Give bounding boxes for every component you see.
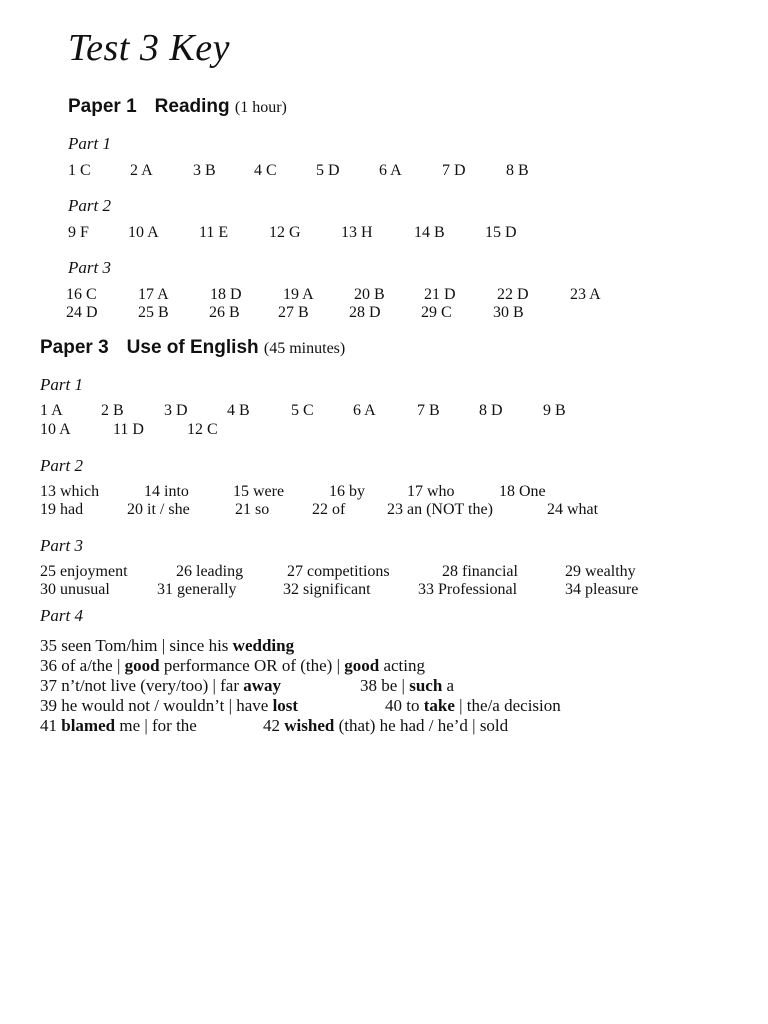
answer: 8 B [506, 162, 529, 179]
answer: 2 A [130, 162, 153, 179]
answer: 27 competitions [287, 563, 390, 580]
paper3-name: Paper 3 [40, 337, 109, 358]
answer: 9 F [68, 224, 89, 241]
paper3-part2-label: Part 2 [40, 456, 83, 475]
answer-37: 37 n’t/not live (very/too) | far away [40, 676, 282, 695]
answer: 20 B [354, 286, 385, 303]
answer: 16 by [329, 483, 365, 500]
answer: 14 into [144, 483, 189, 500]
paper3-section: Use of English [126, 337, 259, 358]
paper3-part2-answers-row2 [40, 501, 660, 521]
answer: 3 B [193, 162, 216, 179]
answer: 19 had [40, 501, 84, 518]
answer: 11 E [199, 224, 229, 241]
answer: 17 A [138, 286, 169, 303]
answer: 28 financial [442, 563, 518, 580]
answer: 33 Professional [418, 581, 518, 598]
answer: 11 D [113, 421, 144, 438]
paper1-duration: (1 hour) [234, 99, 287, 116]
answer: 12 C [187, 421, 218, 438]
paper3-part1-answers-row2 [40, 421, 660, 441]
answer-40: 40 to take | the/a decision [385, 696, 561, 715]
answer-35: 35 seen Tom/him | since his wedding [40, 636, 295, 655]
answer: 16 C [66, 286, 97, 303]
answer: 28 D [349, 304, 381, 321]
answer: 7 D [442, 162, 466, 179]
answer: 26 leading [176, 563, 244, 580]
answer: 5 D [316, 162, 340, 179]
answer: 15 D [485, 224, 517, 241]
answer: 18 D [210, 286, 242, 303]
answer: 23 an (NOT the) [387, 501, 493, 518]
answer: 13 H [341, 224, 373, 241]
answer: 12 G [269, 224, 301, 241]
answer: 1 C [68, 162, 91, 179]
answer-38: 38 be | such a [360, 676, 455, 695]
answer: 19 A [283, 286, 314, 303]
answer: 8 D [479, 402, 503, 419]
answer: 5 C [291, 402, 314, 419]
answer: 29 C [421, 304, 452, 321]
answer: 30 unusual [40, 581, 110, 598]
answer: 1 A [40, 402, 63, 419]
paper3-part3-label: Part 3 [40, 536, 83, 555]
paper1-part2-label: Part 2 [68, 196, 111, 215]
answer: 6 A [353, 402, 376, 419]
answer: 4 C [254, 162, 277, 179]
paper3-part1-answers-row1 [40, 402, 660, 422]
answer: 25 B [138, 304, 169, 321]
answer: 4 B [227, 402, 250, 419]
paper3-part1-label: Part 1 [40, 375, 83, 394]
paper1-part3-label: Part 3 [68, 258, 111, 277]
answer: 24 what [547, 501, 599, 518]
paper1-part2-answers [68, 224, 668, 244]
answer: 22 of [312, 501, 346, 518]
paper3-part3-answers-row2 [40, 581, 680, 601]
answer: 2 B [101, 402, 124, 419]
paper1-name: Paper 1 [68, 96, 137, 117]
answer: 20 it / she [127, 501, 190, 518]
paper3-duration: (45 minutes) [263, 340, 346, 357]
answer: 23 A [570, 286, 601, 303]
page-title: Test 3 Key [68, 27, 230, 69]
answer: 6 A [379, 162, 402, 179]
answer: 24 D [66, 304, 98, 321]
answer: 32 significant [283, 581, 371, 598]
paper1-part1-label: Part 1 [68, 134, 111, 153]
answer: 17 who [407, 483, 455, 500]
answer: 21 D [424, 286, 456, 303]
answer: 3 D [164, 402, 188, 419]
answer-39: 39 he would not / wouldn’t | have lost [40, 696, 299, 715]
paper3-part3-answers-row1 [40, 563, 680, 583]
answer: 7 B [417, 402, 440, 419]
answer: 13 which [40, 483, 100, 500]
answer: 10 A [40, 421, 71, 438]
paper1-part3-answers-row2 [66, 304, 686, 324]
answer: 30 B [493, 304, 524, 321]
answer: 22 D [497, 286, 529, 303]
answer: 15 were [233, 483, 285, 500]
answer: 10 A [128, 224, 159, 241]
paper1-heading [68, 96, 287, 118]
answer-41: 41 blamed me | for the [40, 716, 197, 735]
answer: 29 wealthy [565, 563, 636, 580]
answer: 34 pleasure [565, 581, 639, 598]
answer: 26 B [209, 304, 240, 321]
answer: 25 enjoyment [40, 563, 128, 580]
answer: 27 B [278, 304, 309, 321]
answer: 31 generally [157, 581, 237, 598]
paper1-section: Reading [154, 96, 230, 117]
answer: 14 B [414, 224, 445, 241]
answer: 9 B [543, 402, 566, 419]
answer: 21 so [235, 501, 270, 518]
answer-36: 36 of a/the | good performance OR of (the) | good acting [40, 656, 426, 675]
paper3-heading [40, 337, 345, 359]
answer: 18 One [499, 483, 546, 500]
paper3-part2-answers-row1 [40, 483, 660, 503]
answer-42: 42 wished (that) he had / he’d | sold [263, 716, 509, 735]
paper1-part3-answers-row1 [66, 286, 686, 306]
paper1-part1-answers [68, 162, 668, 182]
paper3-part4-label: Part 4 [40, 606, 83, 625]
